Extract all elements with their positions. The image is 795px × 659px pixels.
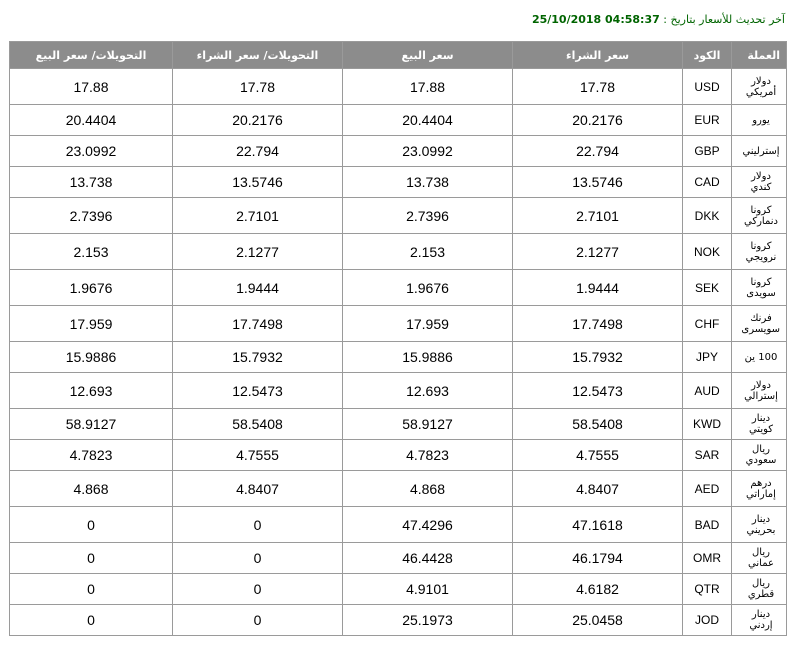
- transfer-sell-rate-cell: 58.9127: [10, 409, 173, 440]
- transfer-sell-rate-cell: 0: [10, 543, 173, 574]
- currency-name-cell: [732, 234, 787, 270]
- transfer-buy-rate-cell: 2.1277: [173, 234, 343, 270]
- table-row: [10, 306, 787, 342]
- currency-name: دولار إسترالي: [744, 379, 778, 402]
- table-row: [10, 440, 787, 471]
- currency-name-cell: [732, 306, 787, 342]
- sell-rate-cell: 4.7823: [343, 440, 513, 471]
- transfer-buy-rate-cell: 0: [173, 507, 343, 543]
- currency-code-cell: KWD: [683, 409, 732, 440]
- currency-name: دينار كويتي: [748, 413, 774, 435]
- buy-rate-cell: 4.6182: [513, 574, 683, 605]
- currency-name-cell: [732, 543, 787, 574]
- buy-rate-cell: 13.5746: [513, 167, 683, 198]
- currency-name: درهم إماراتي: [746, 477, 776, 500]
- sell-rate-cell: 13.738: [343, 167, 513, 198]
- transfer-sell-rate-cell: 23.0992: [10, 136, 173, 167]
- sell-rate-cell: 2.7396: [343, 198, 513, 234]
- transfer-buy-rate-cell: 15.7932: [173, 342, 343, 373]
- currency-name: دينار إردني: [749, 609, 773, 631]
- buy-rate-cell: 2.1277: [513, 234, 683, 270]
- transfer-sell-rate-cell: 12.693: [10, 373, 173, 409]
- transfer-sell-rate-cell: 13.738: [10, 167, 173, 198]
- currency-name: ريال قطري: [747, 578, 775, 600]
- table-row: [10, 69, 787, 105]
- currency-name-cell: [732, 440, 787, 471]
- currency-name-cell: [732, 105, 787, 136]
- buy-rate-cell: 47.1618: [513, 507, 683, 543]
- currency-code-cell: SEK: [683, 270, 732, 306]
- currency-code-cell: JPY: [683, 342, 732, 373]
- currency-code-cell: SAR: [683, 440, 732, 471]
- sell-rate-cell: 4.9101: [343, 574, 513, 605]
- buy-rate-cell: 1.9444: [513, 270, 683, 306]
- sell-rate-cell: 25.1973: [343, 605, 513, 636]
- table-row: [10, 136, 787, 167]
- sell-rate-cell: 1.9676: [343, 270, 513, 306]
- table-row: [10, 543, 787, 574]
- currency-code-cell: CHF: [683, 306, 732, 342]
- header-transfer-buy: التحويلات/ سعر الشراء: [173, 42, 343, 69]
- currency-code-cell: BAD: [683, 507, 732, 543]
- currency-name-cell: [732, 605, 787, 636]
- sell-rate-cell: 46.4428: [343, 543, 513, 574]
- currency-name: كرونا نرويجي: [745, 240, 777, 263]
- currency-code-cell: AUD: [683, 373, 732, 409]
- currency-name: دولار أمريكي: [745, 75, 777, 98]
- transfer-sell-rate-cell: 2.153: [10, 234, 173, 270]
- header-buy: سعر الشراء: [513, 42, 683, 69]
- currency-code-cell: QTR: [683, 574, 732, 605]
- transfer-buy-rate-cell: 17.7498: [173, 306, 343, 342]
- currency-name-cell: [732, 198, 787, 234]
- header-currency: العملة: [732, 42, 787, 69]
- currency-code-cell: OMR: [683, 543, 732, 574]
- currency-name-cell: [732, 471, 787, 507]
- last-update-label: آخر تحديث للأسعار بتاريخ :: [663, 13, 785, 26]
- transfer-buy-rate-cell: 20.2176: [173, 105, 343, 136]
- last-update-timestamp: 25/10/2018 04:58:37: [531, 13, 660, 26]
- transfer-sell-rate-cell: 17.88: [10, 69, 173, 105]
- transfer-sell-rate-cell: 2.7396: [10, 198, 173, 234]
- sell-rate-cell: 17.959: [343, 306, 513, 342]
- transfer-buy-rate-cell: 0: [173, 543, 343, 574]
- transfer-sell-rate-cell: 0: [10, 507, 173, 543]
- currency-name: يورو: [752, 114, 770, 126]
- transfer-buy-rate-cell: 1.9444: [173, 270, 343, 306]
- table-row: [10, 471, 787, 507]
- currency-name: 100 ين: [744, 351, 778, 363]
- transfer-buy-rate-cell: 17.78: [173, 69, 343, 105]
- table-row: [10, 373, 787, 409]
- header-transfer-sell: التحويلات/ سعر البيع: [10, 42, 173, 69]
- transfer-sell-rate-cell: 17.959: [10, 306, 173, 342]
- transfer-sell-rate-cell: 4.868: [10, 471, 173, 507]
- sell-rate-cell: 12.693: [343, 373, 513, 409]
- currency-name-cell: [732, 270, 787, 306]
- currency-name-cell: [732, 69, 787, 105]
- table-row: [10, 342, 787, 373]
- currency-code-cell: USD: [683, 69, 732, 105]
- transfer-buy-rate-cell: 2.7101: [173, 198, 343, 234]
- last-update-line: [10, 13, 785, 29]
- sell-rate-cell: 47.4296: [343, 507, 513, 543]
- table-row: [10, 507, 787, 543]
- currency-name: دينار بحريني: [746, 513, 776, 536]
- currency-name-cell: [732, 167, 787, 198]
- table-row: [10, 605, 787, 636]
- currency-name: كرونا سويدى: [746, 276, 776, 299]
- exchange-rates-table: [9, 41, 787, 636]
- transfer-buy-rate-cell: 12.5473: [173, 373, 343, 409]
- currency-code-cell: GBP: [683, 136, 732, 167]
- currency-code-cell: JOD: [683, 605, 732, 636]
- buy-rate-cell: 58.5408: [513, 409, 683, 440]
- currency-name: كرونا دنماركي: [744, 204, 778, 227]
- table-row: [10, 270, 787, 306]
- header-sell: سعر البيع: [343, 42, 513, 69]
- table-row: [10, 198, 787, 234]
- currency-code-cell: AED: [683, 471, 732, 507]
- transfer-sell-rate-cell: 0: [10, 574, 173, 605]
- currency-name-cell: [732, 342, 787, 373]
- currency-name: ريال سعودي: [745, 444, 777, 466]
- buy-rate-cell: 17.78: [513, 69, 683, 105]
- table-row: [10, 105, 787, 136]
- currency-code-cell: CAD: [683, 167, 732, 198]
- currency-name: ريال عماني: [748, 547, 774, 569]
- currency-name: إسترليني: [742, 145, 780, 157]
- sell-rate-cell: 58.9127: [343, 409, 513, 440]
- header-code: الكود: [683, 42, 732, 69]
- buy-rate-cell: 25.0458: [513, 605, 683, 636]
- buy-rate-cell: 46.1794: [513, 543, 683, 574]
- currency-name-cell: [732, 409, 787, 440]
- table-row: [10, 234, 787, 270]
- transfer-sell-rate-cell: 0: [10, 605, 173, 636]
- currency-code-cell: DKK: [683, 198, 732, 234]
- currency-name-cell: [732, 574, 787, 605]
- currency-name-cell: [732, 373, 787, 409]
- currency-name: دولار كندي: [750, 171, 772, 193]
- transfer-buy-rate-cell: 22.794: [173, 136, 343, 167]
- table-header-row: [10, 42, 787, 69]
- buy-rate-cell: 12.5473: [513, 373, 683, 409]
- buy-rate-cell: 4.8407: [513, 471, 683, 507]
- sell-rate-cell: 15.9886: [343, 342, 513, 373]
- transfer-buy-rate-cell: 0: [173, 574, 343, 605]
- currency-code-cell: EUR: [683, 105, 732, 136]
- transfer-sell-rate-cell: 15.9886: [10, 342, 173, 373]
- transfer-sell-rate-cell: 4.7823: [10, 440, 173, 471]
- sell-rate-cell: 4.868: [343, 471, 513, 507]
- sell-rate-cell: 17.88: [343, 69, 513, 105]
- transfer-sell-rate-cell: 1.9676: [10, 270, 173, 306]
- sell-rate-cell: 20.4404: [343, 105, 513, 136]
- transfer-sell-rate-cell: 20.4404: [10, 105, 173, 136]
- table-row: [10, 409, 787, 440]
- transfer-buy-rate-cell: 0: [173, 605, 343, 636]
- buy-rate-cell: 4.7555: [513, 440, 683, 471]
- sell-rate-cell: 2.153: [343, 234, 513, 270]
- buy-rate-cell: 17.7498: [513, 306, 683, 342]
- table-body: [10, 69, 787, 636]
- buy-rate-cell: 15.7932: [513, 342, 683, 373]
- buy-rate-cell: 22.794: [513, 136, 683, 167]
- table-row: [10, 574, 787, 605]
- currency-code-cell: NOK: [683, 234, 732, 270]
- transfer-buy-rate-cell: 13.5746: [173, 167, 343, 198]
- transfer-buy-rate-cell: 4.7555: [173, 440, 343, 471]
- currency-name: فرنك سويسرى: [741, 312, 780, 335]
- currency-name-cell: [732, 507, 787, 543]
- buy-rate-cell: 2.7101: [513, 198, 683, 234]
- sell-rate-cell: 23.0992: [343, 136, 513, 167]
- buy-rate-cell: 20.2176: [513, 105, 683, 136]
- transfer-buy-rate-cell: 4.8407: [173, 471, 343, 507]
- table-row: [10, 167, 787, 198]
- currency-name-cell: [732, 136, 787, 167]
- transfer-buy-rate-cell: 58.5408: [173, 409, 343, 440]
